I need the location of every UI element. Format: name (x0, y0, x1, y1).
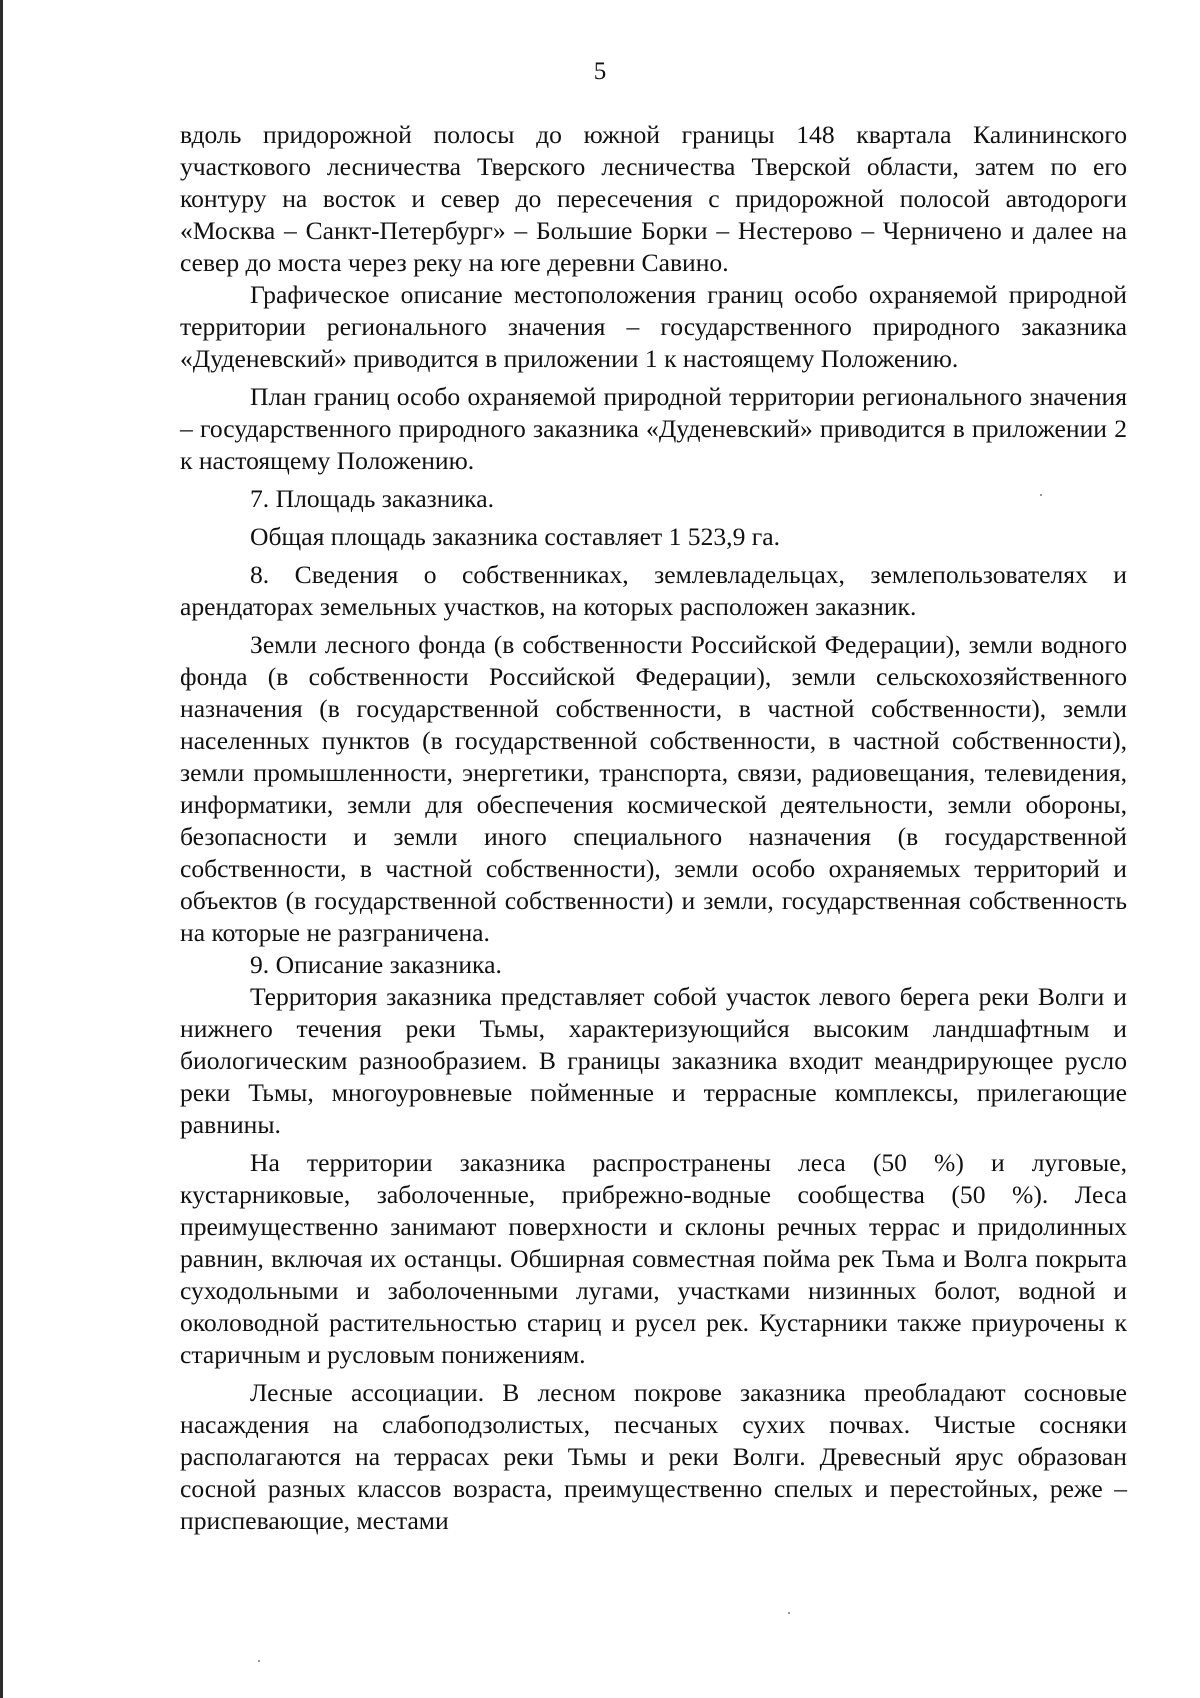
section-heading-description: 9. Описание заказника. (250, 950, 502, 979)
paragraph-total-area: Общая площадь заказника составляет 1 523,9 га. (250, 522, 781, 551)
section-heading-owners: 8. Сведения о собственниках, землевладельцах, землепользователях и арендаторах земельных участков, на которых расположен заказник. (180, 560, 1127, 621)
paragraph-boundary-plan: План границ особо охраняемой природной территории регионального значения – государственного природного заказника «Дуденевский» приводится в приложении 2 к настоящему Положению. (180, 382, 1127, 475)
paragraph-graphic-description: Графическое описание местоположения границ особо охраняемой природной территории регионального значения – государственного природного заказника «Дуденевский» приводится в приложении 1 к настоящему Положению. (180, 280, 1127, 373)
paragraph-forest-associations: Лесные ассоциации. В лесном покрове заказника преобладают сосновые насаждения на слабоподзолистых, песчаных сухих почвах. Чистые сосняки располагаются на террасах реки Тьмы и реки Волги. Древесный ярус образован сосной разных классов возраста, преимущественно спелых и перестойных, реже – приспевающие, местами (180, 1378, 1127, 1535)
scan-speck (258, 1660, 260, 1662)
document-body (180, 119, 1127, 1537)
scan-speck (1040, 494, 1042, 496)
scan-edge-line (0, 0, 3, 1698)
paragraph-vegetation: На территории заказника распространены леса (50 %) и луговые, кустарниковые, заболоченные, прибрежно-водные сообщества (50 %). Леса преимущественно занимают поверхности и склоны речных террас и придолинных равнин, включая их останцы. Обширная совместная пойма рек Тьма и Волга покрыта суходольными и заболоченными лугами, участками низинных болот, водной и околоводной растительностью стариц и русел рек. Кустарники также приурочены к старичным и русловым понижениям. (180, 1148, 1127, 1369)
paragraph-boundary-continuation: вдоль придорожной полосы до южной границы 148 квартала Калининского участкового лесничества Тверского лесничества Тверской области, затем по его контуру на восток и север до пересечения с придорожной полосой автодороги «Москва – Санкт-Петербург» – Большие Борки – Нестерово – Черничено и далее на север до моста через реку на юге деревни Савино. (180, 120, 1127, 277)
paragraph-land-categories: Земли лесного фонда (в собственности Российской Федерации), земли водного фонда (в собственности Российской Федерации), земли сельскохозяйственного назначения (в государственной собственности, в частной собственности), земли населенных пунктов (в государственной собственности, в частной собственности), земли промышленности, энергетики, транспорта, связи, радиовещания, телевидения, информатики, земли для обеспечения космической деятельности, земли обороны, безопасности и земли иного специального назначения (в государственной собственности, в частной собственности), земли особо охраняемых территорий и объектов (в государственной собственности) и земли, государственная собственность на которые не разграничена. (180, 630, 1127, 947)
page-number: 5 (593, 58, 607, 85)
section-heading-area: 7. Площадь заказника. (250, 484, 494, 513)
scan-speck (788, 1612, 790, 1614)
paragraph-territory: Территория заказника представляет собой участок левого берега реки Волги и нижнего течения реки Тьмы, характеризующийся высоким ландшафтным и биологическим разнообразием. В границы заказника входит меандрирующее русло реки Тьмы, многоуровневые пойменные и террасные комплексы, прилегающие равнины. (180, 982, 1127, 1139)
